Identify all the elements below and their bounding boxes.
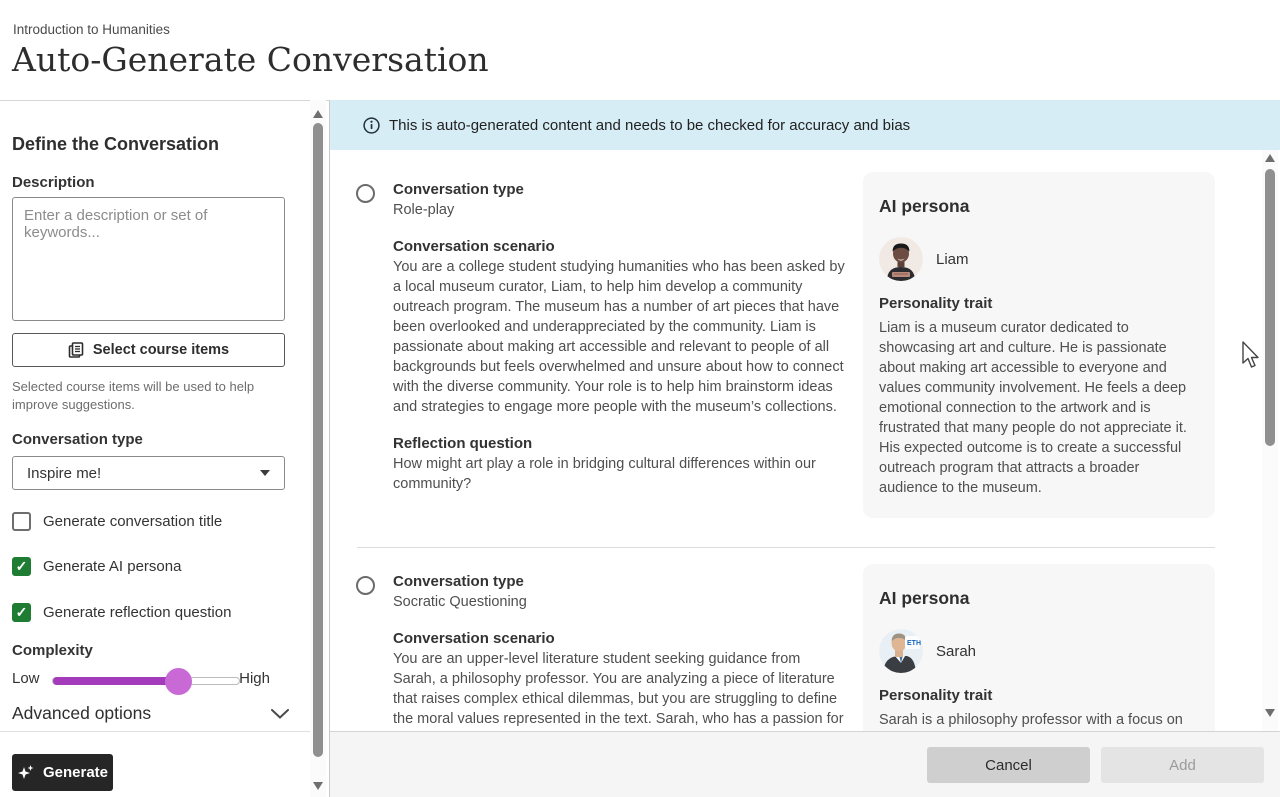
svg-text:ETH: ETH [907, 640, 921, 647]
personality-trait-heading: Personality trait [879, 687, 993, 704]
page-title: Auto-Generate Conversation [12, 40, 489, 79]
define-conversation-panel [0, 100, 330, 797]
conversation-type-heading: Conversation type [393, 573, 524, 590]
advanced-options-label: Advanced options [12, 703, 152, 723]
scenario-text: You are a college student studying humanities who has been asked by a local museum curator, Liam, to help him develop a community outreach program. The museum has a number of art pieces that have been overlooked and underappreciated by the community. Liam is passionate about making art accessible and relevant to people of all backgrounds but feels overwhelmed and unsure about how to connect with the diverse community. Your role is to help him brainstorm ideas and strategies to engage more people with the museum’s collections. [393, 259, 845, 415]
banner-text: This is auto-generated content and needs to be checked for accuracy and bias [389, 116, 911, 134]
action-footer [330, 731, 1280, 797]
options-divider [357, 547, 1215, 548]
conversation-type-label: Conversation type [12, 431, 143, 448]
page-header [0, 0, 1280, 100]
slider-track[interactable] [52, 677, 240, 685]
slider-max-label: High [239, 670, 270, 687]
cancel-button[interactable]: Cancel [927, 747, 1090, 783]
scroll-up-arrow[interactable] [1265, 154, 1275, 162]
checkbox-label: Generate conversation title [43, 513, 223, 530]
caret-down-icon [260, 470, 270, 476]
scenario-heading: Conversation scenario [393, 630, 555, 647]
scrollbar-thumb[interactable] [313, 123, 323, 757]
panel-heading: Define the Conversation [12, 134, 220, 154]
slider-fill [53, 677, 178, 685]
personality-trait-text: Sarah is a philosophy professor with a focus on [879, 712, 1183, 728]
conversation-type-select[interactable] [12, 456, 285, 490]
personality-trait-heading: Personality trait [879, 295, 993, 312]
checkbox-generate-ai-persona[interactable] [12, 557, 181, 576]
conversation-type-value: Role-play [393, 202, 455, 218]
content-scrollbar[interactable] [1262, 150, 1278, 731]
option-1-radio[interactable] [356, 184, 375, 203]
reflection-text: How might art play a role in bridging cultural differences within our community? [393, 456, 816, 492]
ai-persona-heading: AI persona [879, 588, 970, 608]
conversation-type-value: Socratic Questioning [393, 594, 527, 610]
generate-button[interactable] [12, 754, 113, 791]
description-input[interactable] [12, 197, 285, 321]
persona-avatar-liam [879, 237, 923, 281]
description-label: Description [12, 174, 95, 191]
checkbox-box[interactable]: ✓ [12, 557, 31, 576]
scrollbar-thumb[interactable] [1265, 169, 1275, 446]
select-course-items-button[interactable] [12, 333, 285, 367]
scroll-down-arrow[interactable] [313, 782, 323, 790]
checkbox-generate-conversation-title[interactable] [12, 512, 222, 531]
ai-persona-card-2 [863, 564, 1215, 731]
conversation-type-heading: Conversation type [393, 181, 524, 198]
add-button[interactable]: Add [1101, 747, 1264, 783]
checkbox-box[interactable] [12, 512, 31, 531]
ai-persona-heading: AI persona [879, 196, 970, 216]
info-icon [363, 117, 380, 134]
sidebar-scrollbar[interactable] [310, 100, 326, 797]
complexity-label: Complexity [12, 642, 93, 659]
course-items-helper-text: Selected course items will be used to help improve suggestions. [12, 379, 255, 412]
option-2-radio[interactable] [356, 576, 375, 595]
personality-trait-text: Liam is a museum curator dedicated to showcasing art and culture. He is passionate about making art accessible to everyone and values community involvement. He feels a deep emotional connection to the artwork and is frustrated that many people do not appreciate it. His expected outcome is to create a successful outreach program that attracts a broader audience to the museum. [879, 320, 1187, 496]
complexity-slider [12, 667, 288, 695]
copy-docs-icon [68, 342, 85, 359]
scenario-text: You are an upper-level literature student seeking guidance from Sarah, a philosophy professor. You are analyzing a piece of literature that raises complex ethical dilemmas, but you are struggling to define the moral values represented in the text. Sarah, who has a passion for [393, 651, 844, 727]
persona-avatar-sarah [879, 629, 923, 673]
checkbox-label: Generate reflection question [43, 604, 232, 621]
persona-name: Sarah [936, 642, 977, 660]
breadcrumb: Introduction to Humanities [13, 22, 170, 37]
chevron-down-icon [271, 709, 289, 719]
generate-label: Generate [42, 764, 109, 781]
slider-min-label: Low [12, 670, 40, 687]
advanced-options-toggle[interactable] [12, 703, 289, 724]
conversation-type-value: Inspire me! [27, 464, 102, 482]
checkbox-generate-reflection-question[interactable] [12, 603, 231, 622]
checkbox-box[interactable]: ✓ [12, 603, 31, 622]
ai-content-warning-banner [330, 100, 1280, 150]
option-1-details [393, 179, 845, 494]
scroll-up-arrow[interactable] [313, 110, 323, 118]
slider-thumb[interactable] [165, 668, 192, 695]
sidebar-footer-divider [0, 731, 310, 732]
persona-name: Liam [936, 250, 969, 268]
suggestions-list [330, 150, 1262, 731]
reflection-heading: Reflection question [393, 435, 533, 452]
scenario-heading: Conversation scenario [393, 238, 555, 255]
option-2-details [393, 571, 845, 729]
sparkle-icon [17, 764, 35, 782]
ai-persona-card-1 [863, 172, 1215, 518]
select-course-items-label: Select course items [92, 342, 230, 358]
checkbox-label: Generate AI persona [43, 558, 182, 575]
scroll-down-arrow[interactable] [1265, 709, 1275, 717]
